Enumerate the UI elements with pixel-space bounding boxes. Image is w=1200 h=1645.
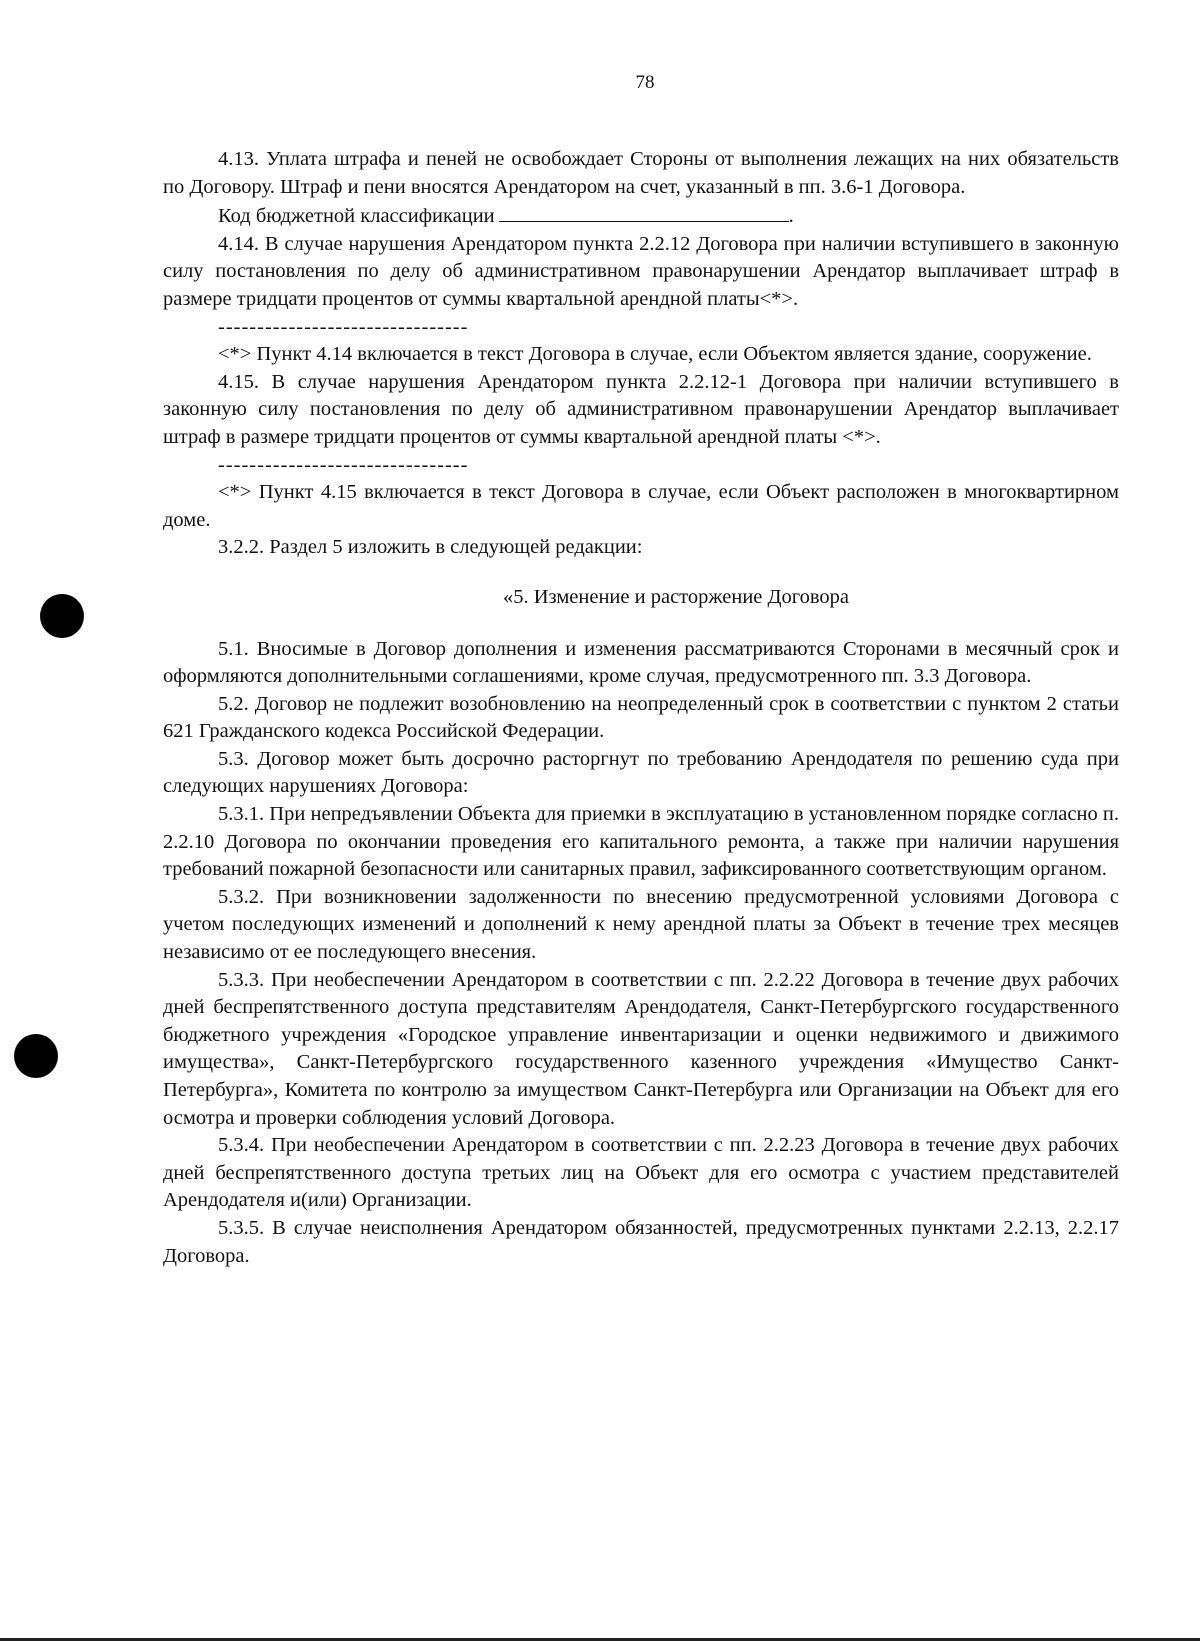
document-body [163,146,1119,1270]
clause-5-3-5: 5.3.5. В случае неисполнения Арендатором обязанностей, предусмотренных пунктами 2.2.13, 2.2.17 Договора. [163,1216,1119,1267]
budget-code-line [163,201,1119,231]
clause-5-2: 5.2. Договор не подлежит возобновлению на неопределенный срок в соответствии с пунктом 2 статьи 621 Гражданского кодекса Российской Федерации. [163,692,1119,743]
clause-5-3-1: 5.3.1. При непредъявлении Объекта для приемки в эксплуатацию в установленном порядке согласно п. 2.2.10 Договора по окончании проведения его капитального ремонта, а также при наличии нарушения требований пожарной безопасности или санитарных правил, зафиксированного соответствующим органом. [163,803,1119,881]
clause-4-15: 4.15. В случае нарушения Арендатором пункта 2.2.12-1 Договора при наличии вступившего в законную силу постановления по делу об административном правонарушении Арендатор выплачивает штраф в размере тридцати процентов от суммы квартальной арендной платы <*>. [163,370,1119,448]
clause-4-13: 4.13. Уплата штрафа и пеней не освобождает Стороны от выполнения лежащих на них обязательств по Договору. Штраф и пени вносятся Арендатором на счет, указанный в пп. 3.6-1 Договора. [163,148,1119,198]
punch-hole-top [40,594,84,638]
budget-code-blank [499,201,789,222]
page-number: 78 [635,72,655,93]
scan-bottom-edge [0,1638,1200,1641]
clause-5-3-4: 5.3.4. При необеспечении Арендатором в соответствии с пп. 2.2.23 Договора в течение двух рабочих дней беспрепятственного доступа третьих лиц на Объект для его осмотра с участием представителей Арендодателя и(или) Организации. [163,1134,1119,1212]
clause-5-1: 5.1. Вносимые в Договор дополнения и изменения рассматриваются Сторонами в месячный срок и оформляются дополнительными соглашениями, кроме случая, предусмотренного пп. 3.3 Договора. [163,637,1119,688]
budget-code-end: . [788,205,794,228]
clause-4-14: 4.14. В случае нарушения Арендатором пункта 2.2.12 Договора при наличии вступившего в законную силу постановления по делу об административном правонарушении Арендатор выплачивает штраф в размере тридцати процентов от суммы квартальной арендной платы<*>. [163,232,1119,310]
budget-code-label: Код бюджетной классификации [218,205,495,228]
clause-5-3-3: 5.3.3. При необеспечении Арендатором в соответствии с пп. 2.2.22 Договора в течение двух рабочих дней беспрепятственного доступа представителям Арендодателя, Санкт-Петербургского государственного бюджетного учреждения «Городское управление инвентаризации и оценки недвижимого и движимого имущества», Санкт-Петербургского государственного казенного учреждения «Имущество Санкт-Петербурга», Комитета по контролю за имуществом Санкт-Петербурга или Организации на Объект для его осмотра и проверки соблюдения условий Договора. [163,968,1119,1129]
section-5-title: «5. Изменение и расторжение Договора [502,585,850,608]
clause-5-3-2: 5.3.2. При возникновении задолженности по внесению предусмотренной условиями Договора с учетом последующих изменений и дополнений к нему арендной платы за Объект в течение трех месяцев независимо от ее последующего внесения. [163,885,1119,964]
footnote-4-14: <*> Пункт 4.14 включается в текст Договора в случае, если Объектом является здание, сооружение. [218,343,1092,366]
footnote-separator-2: -------------------------------- [218,453,469,476]
footnote-4-15: <*> Пункт 4.15 включается в текст Договора в случае, если Объект расположен в многоквартирном доме. [163,481,1119,531]
footnote-separator-1: -------------------------------- [218,315,469,338]
clause-5-3: 5.3. Договор может быть досрочно расторгнут по требованию Арендодателя по решению суда при следующих нарушениях Договора: [163,747,1119,798]
punch-hole-bottom [14,1034,58,1078]
clause-3-2-2: 3.2.2. Раздел 5 изложить в следующей редакции: [218,536,643,559]
